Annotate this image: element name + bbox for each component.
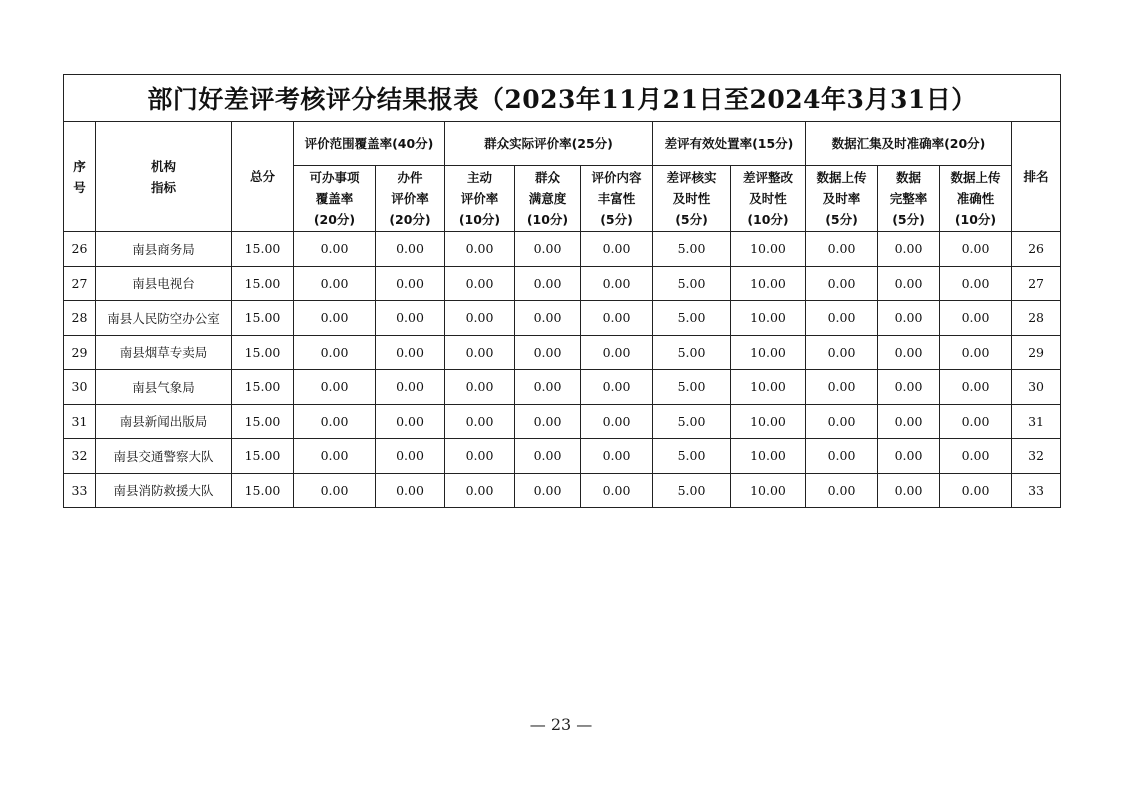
- row-rank: 29: [1012, 335, 1061, 370]
- row-seq: 26: [64, 232, 96, 267]
- row-score: 0.00: [806, 301, 878, 336]
- header-sub-line: 群众: [534, 170, 560, 185]
- row-score: 0.00: [294, 335, 376, 370]
- row-score: 10.00: [731, 335, 806, 370]
- row-total: 15.00: [232, 266, 294, 301]
- row-seq: 29: [64, 335, 96, 370]
- row-rank: 27: [1012, 266, 1061, 301]
- header-sub-line: (20分): [389, 212, 431, 227]
- row-score: 0.00: [515, 473, 581, 508]
- title-row: [64, 75, 1061, 122]
- header-org-line: 指标: [150, 179, 176, 195]
- header-sub-line: (5分): [675, 212, 708, 227]
- header-seq-line: 序: [73, 158, 86, 174]
- header-sub-line: 主动: [466, 170, 492, 185]
- header-group-row: [64, 122, 1061, 166]
- header-sub-line: (10分): [747, 212, 789, 227]
- header-sub-line: 差评核实: [666, 170, 717, 185]
- row-score: 0.00: [581, 439, 653, 474]
- row-score: 10.00: [731, 473, 806, 508]
- page-number: — 23 —: [529, 715, 593, 734]
- row-score: 0.00: [515, 301, 581, 336]
- header-sub-line: 评价率: [460, 191, 499, 206]
- row-score: 10.00: [731, 266, 806, 301]
- header-sub-line: (5分): [892, 212, 925, 227]
- row-score: 0.00: [294, 473, 376, 508]
- table-row: [64, 473, 1061, 508]
- row-score: 0.00: [515, 335, 581, 370]
- row-score: 5.00: [653, 232, 731, 267]
- row-score: 0.00: [878, 473, 940, 508]
- header-sub-line: 数据上传: [816, 170, 867, 185]
- row-score: 0.00: [940, 266, 1012, 301]
- row-org: 南县气象局: [96, 370, 232, 405]
- row-org: 南县交通警察大队: [96, 439, 232, 474]
- row-score: 0.00: [940, 404, 1012, 439]
- row-score: 0.00: [581, 232, 653, 267]
- header-sub-line: 数据: [895, 170, 921, 185]
- row-score: 0.00: [581, 266, 653, 301]
- header-sub-line: (10分): [954, 212, 997, 227]
- row-score: 0.00: [294, 266, 376, 301]
- row-total: 15.00: [232, 439, 294, 474]
- row-score: 0.00: [515, 439, 581, 474]
- row-score: 10.00: [731, 439, 806, 474]
- row-org: 南县人民防空办公室: [96, 301, 232, 336]
- header-sub-line: 满意度: [528, 191, 567, 206]
- row-total: 15.00: [232, 301, 294, 336]
- row-score: 0.00: [806, 335, 878, 370]
- row-score: 5.00: [653, 404, 731, 439]
- header-sub-line: 丰富性: [597, 191, 636, 206]
- row-org: 南县电视台: [96, 266, 232, 301]
- row-score: 0.00: [940, 370, 1012, 405]
- row-score: 0.00: [294, 301, 376, 336]
- row-score: 0.00: [445, 473, 515, 508]
- row-score: 0.00: [376, 473, 445, 508]
- row-score: 0.00: [878, 439, 940, 474]
- header-sub: [376, 166, 445, 232]
- header-sub: [581, 166, 653, 232]
- row-score: 0.00: [445, 439, 515, 474]
- header-sub-line: (5分): [825, 212, 858, 227]
- row-score: 0.00: [515, 404, 581, 439]
- row-rank: 30: [1012, 370, 1061, 405]
- row-total: 15.00: [232, 232, 294, 267]
- row-total: 15.00: [232, 370, 294, 405]
- header-sub-line: 完整率: [889, 191, 928, 206]
- row-score: 0.00: [940, 232, 1012, 267]
- row-score: 0.00: [445, 232, 515, 267]
- row-score: 0.00: [878, 232, 940, 267]
- header-sub-line: (10分): [458, 212, 501, 227]
- row-score: 0.00: [940, 439, 1012, 474]
- row-score: 0.00: [294, 232, 376, 267]
- row-org: 南县商务局: [96, 232, 232, 267]
- table-row: [64, 404, 1061, 439]
- header-sub-line: (10分): [526, 212, 569, 227]
- row-score: 0.00: [806, 370, 878, 405]
- row-score: 0.00: [376, 370, 445, 405]
- table-row: [64, 301, 1061, 336]
- header-sub: [653, 166, 731, 232]
- header-sub-line: 办件: [397, 170, 423, 185]
- row-score: 5.00: [653, 439, 731, 474]
- table-row: [64, 335, 1061, 370]
- row-score: 0.00: [376, 404, 445, 439]
- row-score: 5.00: [653, 370, 731, 405]
- row-score: 0.00: [581, 301, 653, 336]
- header-sub: [731, 166, 806, 232]
- row-score: 0.00: [515, 232, 581, 267]
- header-sub: [878, 166, 940, 232]
- row-score: 0.00: [806, 266, 878, 301]
- row-score: 0.00: [445, 404, 515, 439]
- row-score: 0.00: [806, 439, 878, 474]
- row-seq: 30: [64, 370, 96, 405]
- row-score: 0.00: [806, 232, 878, 267]
- header-sub-line: 准确性: [956, 191, 995, 206]
- row-score: 0.00: [376, 232, 445, 267]
- table-row: [64, 439, 1061, 474]
- row-seq: 31: [64, 404, 96, 439]
- header-rank: 排名: [1012, 122, 1061, 232]
- row-seq: 32: [64, 439, 96, 474]
- row-score: 0.00: [445, 335, 515, 370]
- header-sub-line: 可办事项: [309, 170, 360, 185]
- row-score: 10.00: [731, 232, 806, 267]
- row-org: 南县烟草专卖局: [96, 335, 232, 370]
- row-seq: 28: [64, 301, 96, 336]
- row-score: 0.00: [376, 266, 445, 301]
- row-score: 0.00: [294, 404, 376, 439]
- row-org: 南县消防救援大队: [96, 473, 232, 508]
- row-score: 0.00: [878, 266, 940, 301]
- row-seq: 27: [64, 266, 96, 301]
- row-score: 0.00: [376, 335, 445, 370]
- row-score: 0.00: [878, 301, 940, 336]
- header-sub: [515, 166, 581, 232]
- row-score: 5.00: [653, 473, 731, 508]
- row-score: 10.00: [731, 370, 806, 405]
- row-score: 5.00: [653, 335, 731, 370]
- header-sub-line: (20分): [313, 212, 356, 227]
- row-score: 0.00: [878, 404, 940, 439]
- table-row: [64, 232, 1061, 267]
- header-org: [96, 122, 232, 232]
- row-score: 0.00: [445, 266, 515, 301]
- report-title: 部门好差评考核评分结果报表（2023年11月21日至2024年3月31日）: [64, 75, 1061, 122]
- row-score: 0.00: [445, 370, 515, 405]
- header-sub-line: 覆盖率: [315, 191, 354, 206]
- row-score: 0.00: [445, 301, 515, 336]
- row-rank: 33: [1012, 473, 1061, 508]
- header-sub-line: 及时性: [749, 191, 787, 206]
- header-group: 评价范围覆盖率(40分): [294, 122, 445, 166]
- row-rank: 31: [1012, 404, 1061, 439]
- row-score: 0.00: [940, 335, 1012, 370]
- row-org: 南县新闻出版局: [96, 404, 232, 439]
- row-score: 5.00: [653, 266, 731, 301]
- header-group: 群众实际评价率(25分): [445, 122, 653, 166]
- row-score: 5.00: [653, 301, 731, 336]
- header-sub-line: 数据上传: [950, 170, 1001, 185]
- header-group: 差评有效处置率(15分): [653, 122, 806, 166]
- header-sub: [940, 166, 1012, 232]
- row-rank: 28: [1012, 301, 1061, 336]
- row-score: 0.00: [376, 439, 445, 474]
- row-seq: 33: [64, 473, 96, 508]
- header-seq-line: 号: [73, 179, 86, 195]
- row-rank: 32: [1012, 439, 1061, 474]
- header-sub: [806, 166, 878, 232]
- header-sub-line: 及时率: [822, 191, 861, 206]
- header-sub-line: 评价率: [391, 191, 429, 206]
- row-score: 0.00: [515, 266, 581, 301]
- row-score: 0.00: [940, 301, 1012, 336]
- row-score: 10.00: [731, 404, 806, 439]
- header-sub-line: 评价内容: [591, 170, 642, 185]
- table-row: [64, 370, 1061, 405]
- row-total: 15.00: [232, 473, 294, 508]
- row-total: 15.00: [232, 404, 294, 439]
- row-score: 10.00: [731, 301, 806, 336]
- row-score: 0.00: [581, 370, 653, 405]
- row-score: 0.00: [376, 301, 445, 336]
- header-total: 总分: [232, 122, 294, 232]
- header-sub: [445, 166, 515, 232]
- row-score: 0.00: [581, 404, 653, 439]
- table-row: [64, 266, 1061, 301]
- row-score: 0.00: [515, 370, 581, 405]
- header-seq: [64, 122, 96, 232]
- row-score: 0.00: [878, 335, 940, 370]
- header-group: 数据汇集及时准确率(20分): [806, 122, 1012, 166]
- row-score: 0.00: [294, 370, 376, 405]
- row-score: 0.00: [878, 370, 940, 405]
- header-sub-line: 及时性: [672, 191, 711, 206]
- row-score: 0.00: [806, 473, 878, 508]
- row-score: 0.00: [581, 335, 653, 370]
- row-total: 15.00: [232, 335, 294, 370]
- row-score: 0.00: [940, 473, 1012, 508]
- score-report-table: [63, 74, 1061, 508]
- row-score: 0.00: [581, 473, 653, 508]
- header-sub-line: (5分): [600, 212, 633, 227]
- row-score: 0.00: [294, 439, 376, 474]
- row-rank: 26: [1012, 232, 1061, 267]
- header-sub: [294, 166, 376, 232]
- row-score: 0.00: [806, 404, 878, 439]
- header-org-line: 机构: [150, 158, 176, 174]
- header-sub-line: 差评整改: [742, 170, 793, 185]
